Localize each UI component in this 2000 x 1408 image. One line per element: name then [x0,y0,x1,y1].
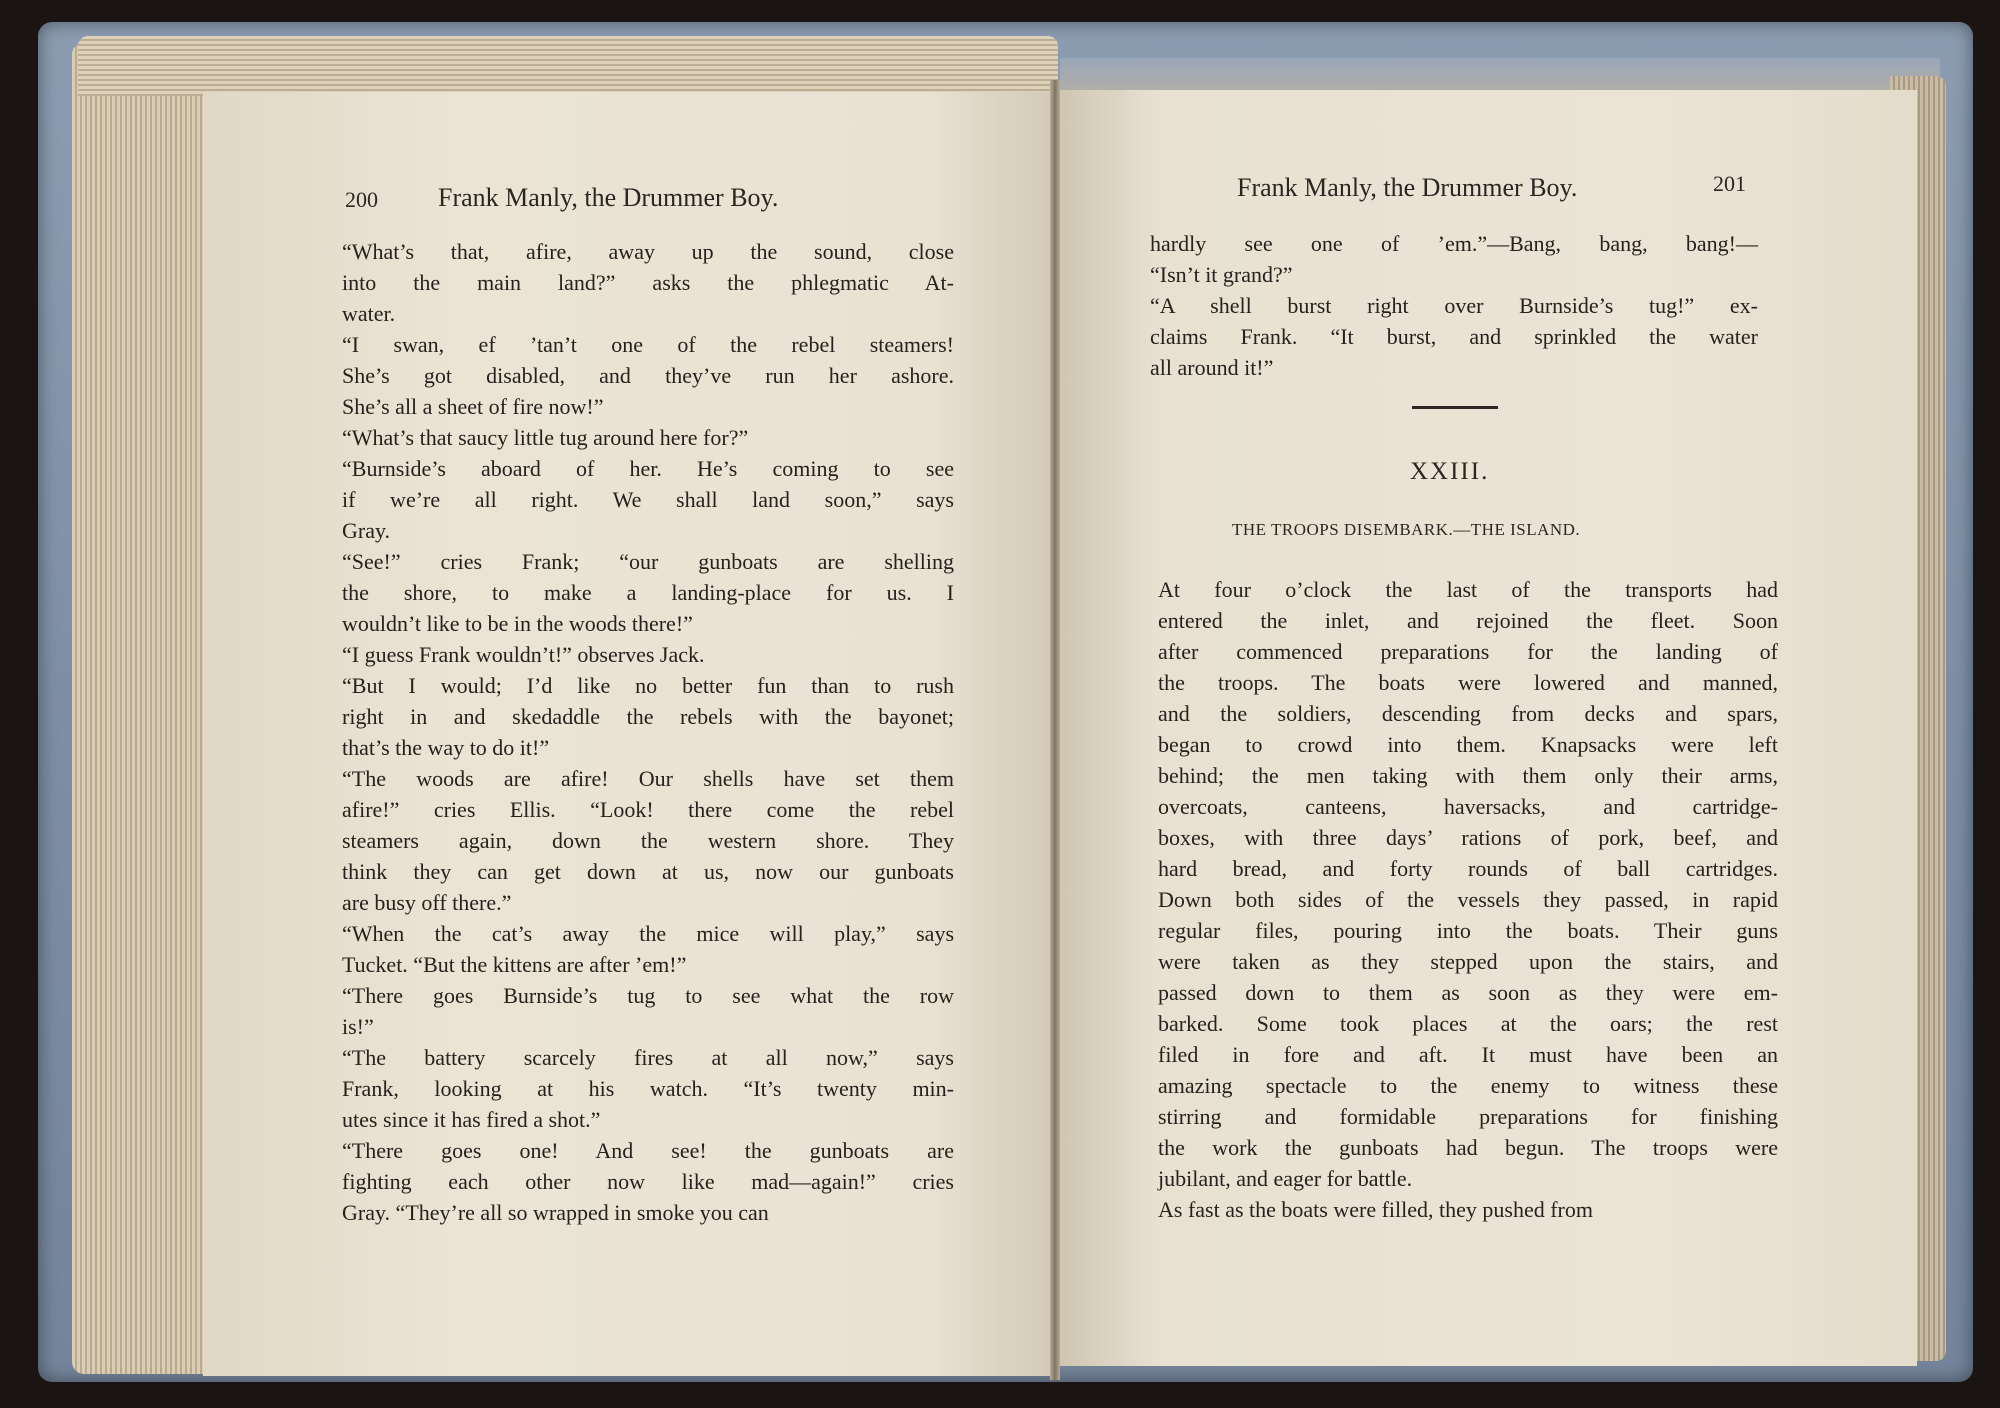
text-line: “Isn’t it grand?” [1150,262,1293,287]
text-line: were taken as they stepped upon the stairs, and [1158,949,1778,974]
page-number-left: 200 [345,187,378,212]
left-page-text [342,236,954,1228]
chapter-title: THE TROOPS DISEMBARK.—THE ISLAND. [1232,520,1581,539]
running-head-right: Frank Manly, the Drummer Boy. [1237,173,1578,202]
text-line: “But I would; I’d like no better fun than to rush [342,673,954,698]
text-line: stirring and formidable preparations for finishing [1158,1104,1778,1129]
text-line: is!” [342,1014,374,1039]
running-head-left: Frank Manly, the Drummer Boy. [438,183,779,212]
text-line: barked. Some took places at the oars; the rest [1158,1011,1778,1036]
text-line: wouldn’t like to be in the woods there!” [342,611,693,636]
text-line: hard bread, and forty rounds of ball cartridges. [1158,856,1778,881]
text-line: “There goes Burnside’s tug to see what the row [342,983,954,1008]
text-line: and the soldiers, descending from decks and spars, [1158,701,1778,726]
text-line: claims Frank. “It burst, and sprinkled the water [1150,324,1758,349]
text-line: water. [342,301,396,326]
text-line: utes since it has fired a shot.” [342,1107,601,1132]
text-line: She’s all a sheet of fire now!” [342,394,604,419]
text-line: Frank, looking at his watch. “It’s twenty min- [342,1076,954,1101]
text-line: “When the cat’s away the mice will play,” says [342,921,954,946]
book-gutter [1050,80,1060,1380]
page-number-right: 201 [1713,171,1746,196]
text-line: “The woods are afire! Our shells have set them [342,766,954,791]
text-line: jubilant, and eager for battle. [1158,1166,1413,1191]
chapter-number: XXIII. [1410,458,1490,485]
text-line: behind; the men taking with them only their arms, [1158,763,1778,788]
text-line: into the main land?” asks the phlegmatic At- [342,270,954,295]
text-line: are busy off there.” [342,890,512,915]
text-line: fighting each other now like mad—again!” cries [342,1169,954,1194]
text-line: regular files, pouring into the boats. Their guns [1158,918,1778,943]
text-line: if we’re all right. We shall land soon,” says [342,487,954,512]
text-line: “Burnside’s aboard of her. He’s coming to see [342,456,954,481]
text-line: “What’s that saucy little tug around here for?” [342,425,749,450]
text-line: “I swan, ef ’tan’t one of the rebel steamers! [342,332,954,357]
text-line: “There goes one! And see! the gunboats are [342,1138,954,1163]
text-line: As fast as the boats were filled, they pushed from [1158,1197,1593,1222]
text-line: that’s the way to do it!” [342,735,550,760]
text-line: Gray. [342,518,391,543]
text-line: She’s got disabled, and they’ve run her ashore. [342,363,954,388]
text-line: “A shell burst right over Burnside’s tug!” ex- [1150,293,1758,318]
text-line: think they can get down at us, now our gunboats [342,859,954,884]
text-line: At four o’clock the last of the transports had [1158,577,1778,602]
text-line: overcoats, canteens, haversacks, and cartridge- [1158,794,1778,819]
right-page-body [1158,574,1778,1225]
text-line: boxes, with three days’ rations of pork, beef, and [1158,825,1778,850]
text-line: filed in fore and aft. It must have been an [1158,1042,1778,1067]
text-line: “What’s that, afire, away up the sound, close [342,239,954,264]
section-rule [1412,406,1498,409]
text-line: right in and skedaddle the rebels with the bayonet; [342,704,954,729]
text-line: “See!” cries Frank; “our gunboats are shelling [342,549,954,574]
text-line: afire!” cries Ellis. “Look! there come the rebel [342,797,954,822]
text-line: began to crowd into them. Knapsacks were left [1158,732,1778,757]
text-line: “I guess Frank wouldn’t!” observes Jack. [342,642,705,667]
page-edges-top [78,36,1058,96]
text-line: “The battery scarcely fires at all now,” says [342,1045,954,1070]
text-line: after commenced preparations for the landing of [1158,639,1778,664]
text-line: the troops. The boats were lowered and manned, [1158,670,1778,695]
text-line: entered the inlet, and rejoined the fleet. Soon [1158,608,1778,633]
text-line: hardly see one of ’em.”—Bang, bang, bang!— [1150,231,1758,256]
text-line: Tucket. “But the kittens are after ’em!” [342,952,687,977]
text-line: amazing spectacle to the enemy to witness these [1158,1073,1778,1098]
text-line: the work the gunboats had begun. The troops were [1158,1135,1778,1160]
text-line: all around it!” [1150,355,1274,380]
right-page-continuation [1150,228,1758,383]
text-line: Down both sides of the vessels they passed, in rapid [1158,887,1778,912]
text-line: the shore, to make a landing-place for us. I [342,580,954,605]
text-line: steamers again, down the western shore. They [342,828,954,853]
text-line: passed down to them as soon as they were em- [1158,980,1778,1005]
text-line: Gray. “They’re all so wrapped in smoke you can [342,1200,769,1225]
page-edges-left [72,44,212,1374]
